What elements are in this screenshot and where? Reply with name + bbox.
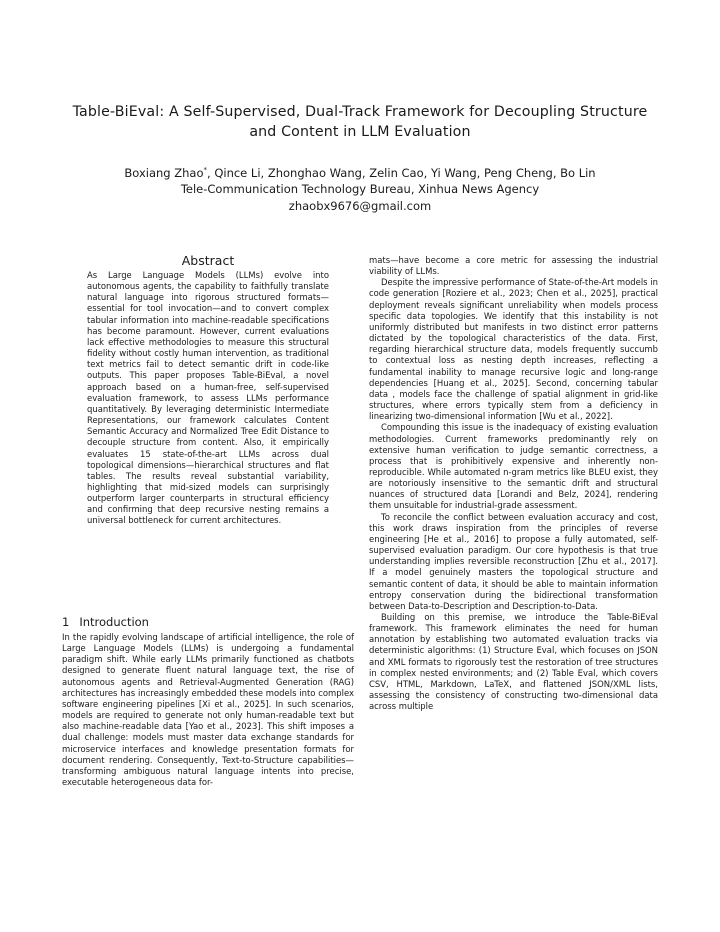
paper-title: Table-BiEval: A Self-Supervised, Dual-Track Framework for Decoupling Structure and Content in LLM Evaluation — [72, 104, 648, 140]
intro-paragraph-2: Despite the impressive performance of State-of-the-Art models in code generation [Roziere et al., 2023; Chen et al., 2025], practical deployment reveals significant unreliability when models process specific data topologies. We identify that this instability is not uniformly distributed but manifests in two distinct error patterns dictated by the topological characteristics of the data. First, regarding hierarchical structure data, models frequently succumb to contextual loss as nesting depth increases, reflecting a fundamental inability to manage recursive logic and long-range dependencies [Huang et al., 2025]. Second, concerning tabular data , models face the challenge of spatial alignment in grid-like structures, where errors typically stem from a deficiency in linearizing two-dimensional information [Wu et al., 2022]. — [369, 277, 658, 422]
affiliation: Tele-Communication Technology Bureau, Xinhua News Agency — [180, 182, 540, 197]
abstract-text: As Large Language Models (LLMs) evolve into autonomous agents, the capability to faithfully translate natural language into rigorous structured formats—essential for tool invocation—and to convert complex tabular information into machine-readable specifications has become paramount. However, current evaluations lack effective methodologies to measure this structural fidelity without costly human intervention, as traditional text metrics fail to detect semantic drift in code-like outputs. This paper proposes Table-BiEval, a novel approach based on a human-free, self-supervised evaluation framework, to assess LLMs performance quantitatively. By leveraging deterministic Intermediate Representations, our framework calculates Content Semantic Accuracy and Normalized Tree Edit Distance to decouple structure from content. Also, it empirically evaluates 15 state-of-the-art LLMs across dual topological dimensions—hierarchical structures and flat tables. The results reveal substantial variability, highlighting that mid-sized models can surprisingly outperform larger counterparts in structural efficiency and confirming that deep recursive nesting remains a universal bottleneck for current architectures. — [87, 270, 329, 526]
email: zhaobx9676@gmail.com — [288, 198, 432, 213]
section-title: Introduction — [79, 615, 149, 629]
intro-paragraph-4: To reconcile the conflict between evaluation accuracy and cost, this work draws inspiration from the principles of reverse engineering [He et al., 2016] to propose a fully automated, self-supervised evaluation paradigm. Our core hypothesis is that true understanding implies reversible reconstruction [Zhu et al., 2017]. If a model genuinely masters the topological structure and semantic content of data, it should be able to maintain information entropy conservation during the bidirectional transformation between Data-to-Description and Description-to-Data. — [369, 511, 658, 611]
left-column-text — [62, 632, 354, 788]
intro-paragraph-1: In the rapidly evolving landscape of artificial intelligence, the role of Large Language Models (LLMs) is undergoing a fundamental paradigm shift. While early LLMs primarily functioned as chatbots designed to generate fluent natural language text, the rise of autonomous agents and Retrieval-Augmented Generation (RAG) architectures has increasingly embedded these models into complex software engineering pipelines [Xi et al., 2025]. In such scenarios, models are required to generate not only human-readable text but also machine-readable data [Yao et al., 2023]. This shift imposes a dual challenge: models must master data exchange standards for microservice interfaces and knowledge presentation formats for document rendering. Consequently, Text-to-Structure capabilities—transforming ambiguous natural language intents into precise, executable heterogeneous data for- — [62, 632, 354, 788]
author-block — [40, 162, 680, 214]
section-number: 1 — [62, 615, 70, 629]
intro-paragraph-3: Compounding this issue is the inadequacy of existing evaluation methodologies. Current frameworks predominantly rely on extensive human verification to judge semantic correctness, a process that is prohibitively expensive and inherently non-reproducible. While automated n-gram metrics like BLEU exist, they are notoriously insensitive to the semantic drift and structural nuances of structured data [Lorandi and Belz, 2024], rendering them unsuitable for industrial-grade assessment. — [369, 422, 658, 511]
abstract-body — [87, 270, 329, 527]
abstract-heading: Abstract — [181, 253, 235, 268]
right-column-text — [369, 255, 658, 712]
intro-paragraph-1-continued: mats—have become a core metric for assessing the industrial viability of LLMs. — [369, 255, 658, 277]
section-heading-introduction — [62, 615, 159, 629]
author-list: Boxiang Zhao*, Qince Li, Zhonghao Wang, Zelin Cao, Yi Wang, Peng Cheng, Bo Lin — [124, 165, 596, 180]
intro-paragraph-5: Building on this premise, we introduce the Table-BiEval framework. This framework eliminates the need for human annotation by establishing two automated evaluation tracks via deterministic algorithms: (1) Structure Eval, which focuses on JSON and XML formats to rigorously test the restoration of tree structures in complex nested environments; and (2) Table Eval, which covers CSV, HTML, Markdown, LaTeX, and flattened JSON/XML lists, assessing the consistency of constructing two-dimensional data across multiple — [369, 612, 658, 712]
corresponding-author-mark: * — [203, 166, 208, 174]
